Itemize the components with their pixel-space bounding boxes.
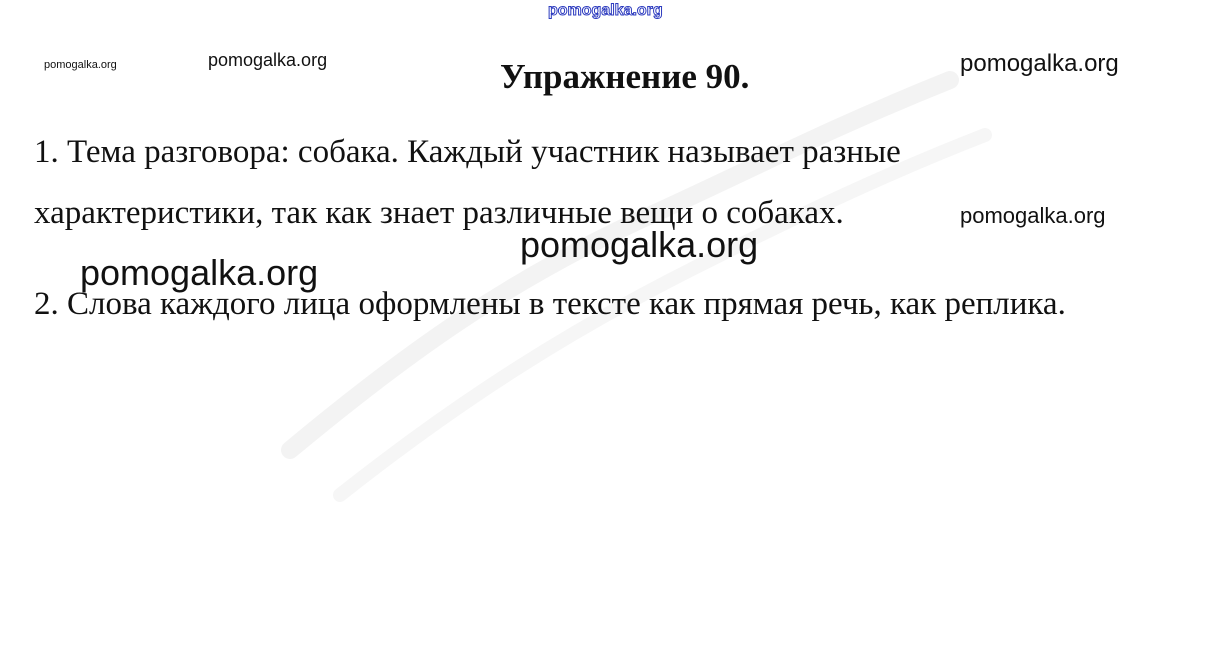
- watermark-top-left-small: pomogalka.org: [44, 59, 117, 71]
- watermark-top-right: pomogalka.org: [960, 50, 1119, 77]
- watermark-center-large: pomogalka.org: [520, 224, 759, 265]
- answer-paragraph-2: [34, 274, 1066, 335]
- answer-paragraph-1-line-2: характеристики, так как знает различные вещи о собаках.: [34, 195, 844, 231]
- answer-paragraph-2-line-1: 2. Слова каждого лица оформлены в тексте как прямая речь, как реплика.: [34, 286, 1066, 322]
- answer-paragraph-1: [34, 122, 901, 244]
- exercise-title: Упражнение 90.: [500, 57, 750, 97]
- watermark-top-outline: pomogalka.org: [548, 2, 663, 19]
- watermark-top-left: pomogalka.org: [208, 50, 328, 70]
- watermark-middle-right: pomogalka.org: [960, 203, 1106, 228]
- watermark-left-large: pomogalka.org: [80, 252, 319, 293]
- answer-paragraph-1-line-1: 1. Тема разговора: собака. Каждый участник называет разные: [34, 134, 901, 170]
